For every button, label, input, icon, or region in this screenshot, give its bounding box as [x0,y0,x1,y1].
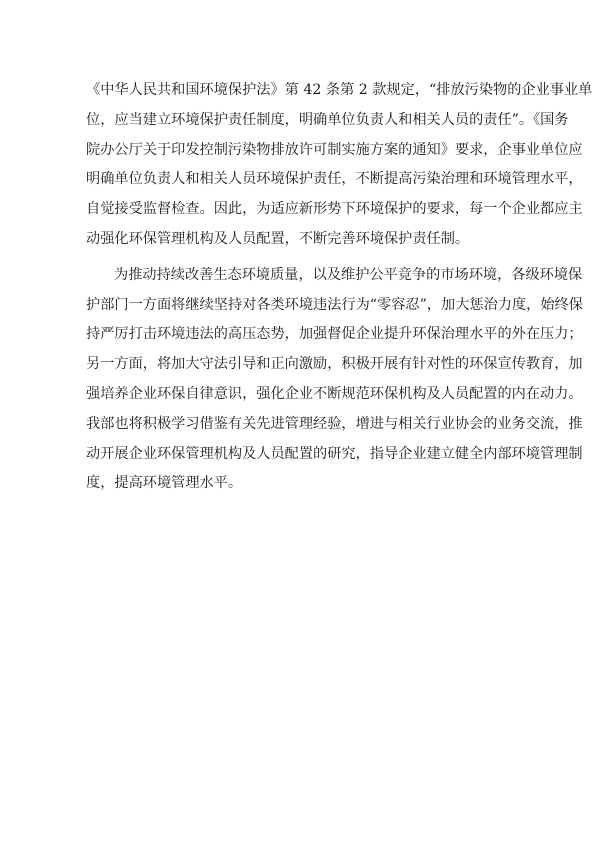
text-line: 自觉接受监督检查。因此，为适应新形势下环境保护的要求，每一个企业都应主 [86,201,583,218]
text-line: 我部也将积极学习借鉴有关先进管理经验，增进与相关行业协会的业务交流，推 [86,415,583,432]
text-line: 明确单位负责人和相关人员环境保护责任，不断提高污染治理和环境管理水平， [86,171,583,188]
paragraph-2 [86,261,583,499]
text-line: 院办公厅关于印发控制污染物排放许可制实施方案的通知》要求，企事业单位应 [86,141,583,158]
text-line: 度，提高环境管理水平。 [86,475,243,492]
text-line: 动强化环保管理机构及人员配置，不断完善环境保护责任制。 [86,230,470,247]
text-line: 护部门一方面将继续坚持对各类环境违法行为“零容忍”，加大惩治力度，始终保 [86,296,583,313]
text-line: 为推动持续改善生态环境质量，以及维护公平竞争的市场环境，各级环境保 [114,266,583,283]
text-line: 位，应当建立环境保护责任制度，明确单位负责人和相关人员的责任”。《国务 [86,111,569,128]
document-body [86,76,593,499]
text-line: 动开展企业环保管理机构及人员配置的研究，指导企业建立健全内部环境管理制 [86,445,583,462]
text-line: 持严厉打击环境违法的高压态势，加强督促企业提升环保治理水平的外在压力； [86,326,583,343]
text-line: 强培养企业环保自律意识，强化企业不断规范环保机构及人员配置的内在动力。 [86,385,583,402]
text-line: 《中华人民共和国环境保护法》第 42 条第 2 款规定，“排放污染物的企业事业单 [86,82,593,98]
text-line: 另一方面，将加大守法引导和正向激励，积极开展有针对性的环保宣传教育，加 [86,356,583,373]
paragraph-1 [86,76,593,255]
